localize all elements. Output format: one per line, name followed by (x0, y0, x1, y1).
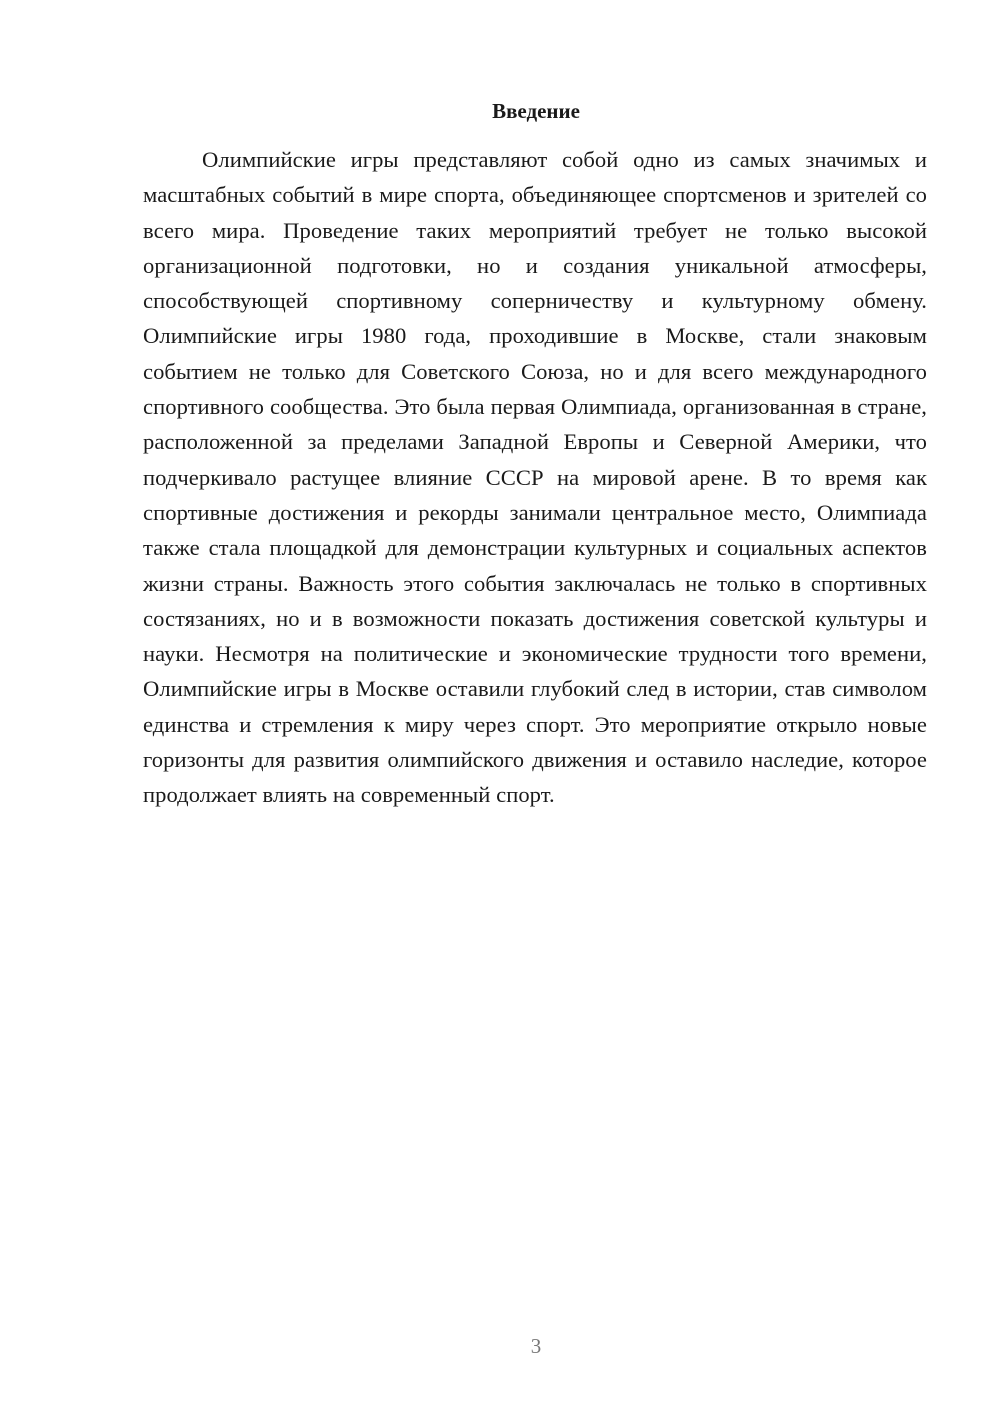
body-paragraph: Олимпийские игры представляют собой одно из самых значимых и масштабных событий в мире спорта, объединяющее спортсменов и зрителей со всего мира. Проведение таких мероприятий требует не только высокой организационной подготовки, но и создания уникальной атмосферы, способствующей спортивному соперничеству и культурному обмену. Олимпийские игры 1980 года, проходившие в Москве, стали знаковым событием не только для Советского Союза, но и для всего международного спортивного сообщества. Это была первая Олимпиада, организованная в стране, расположенной за пределами Западной Европы и Северной Америки, что подчеркивало растущее влияние СССР на мировой арене. В то время как спортивные достижения и рекорды занимали центральное место, Олимпиада также стала площадкой для демонстрации культурных и социальных аспектов жизни страны. Важность этого события заключалась не только в спортивных состязаниях, но и в возможности показать достижения советской культуры и науки. Несмотря на политические и экономические трудности того времени, Олимпийские игры в Москве оставили глубокий след в истории, став символом единства и стремления к миру через спорт. Это мероприятие открыло новые горизонты для развития олимпийского движения и оставило наследие, которое продолжает влиять на современный спорт. (143, 147, 927, 808)
section-heading: Введение (492, 99, 580, 123)
page-number: 3 (530, 1334, 542, 1358)
